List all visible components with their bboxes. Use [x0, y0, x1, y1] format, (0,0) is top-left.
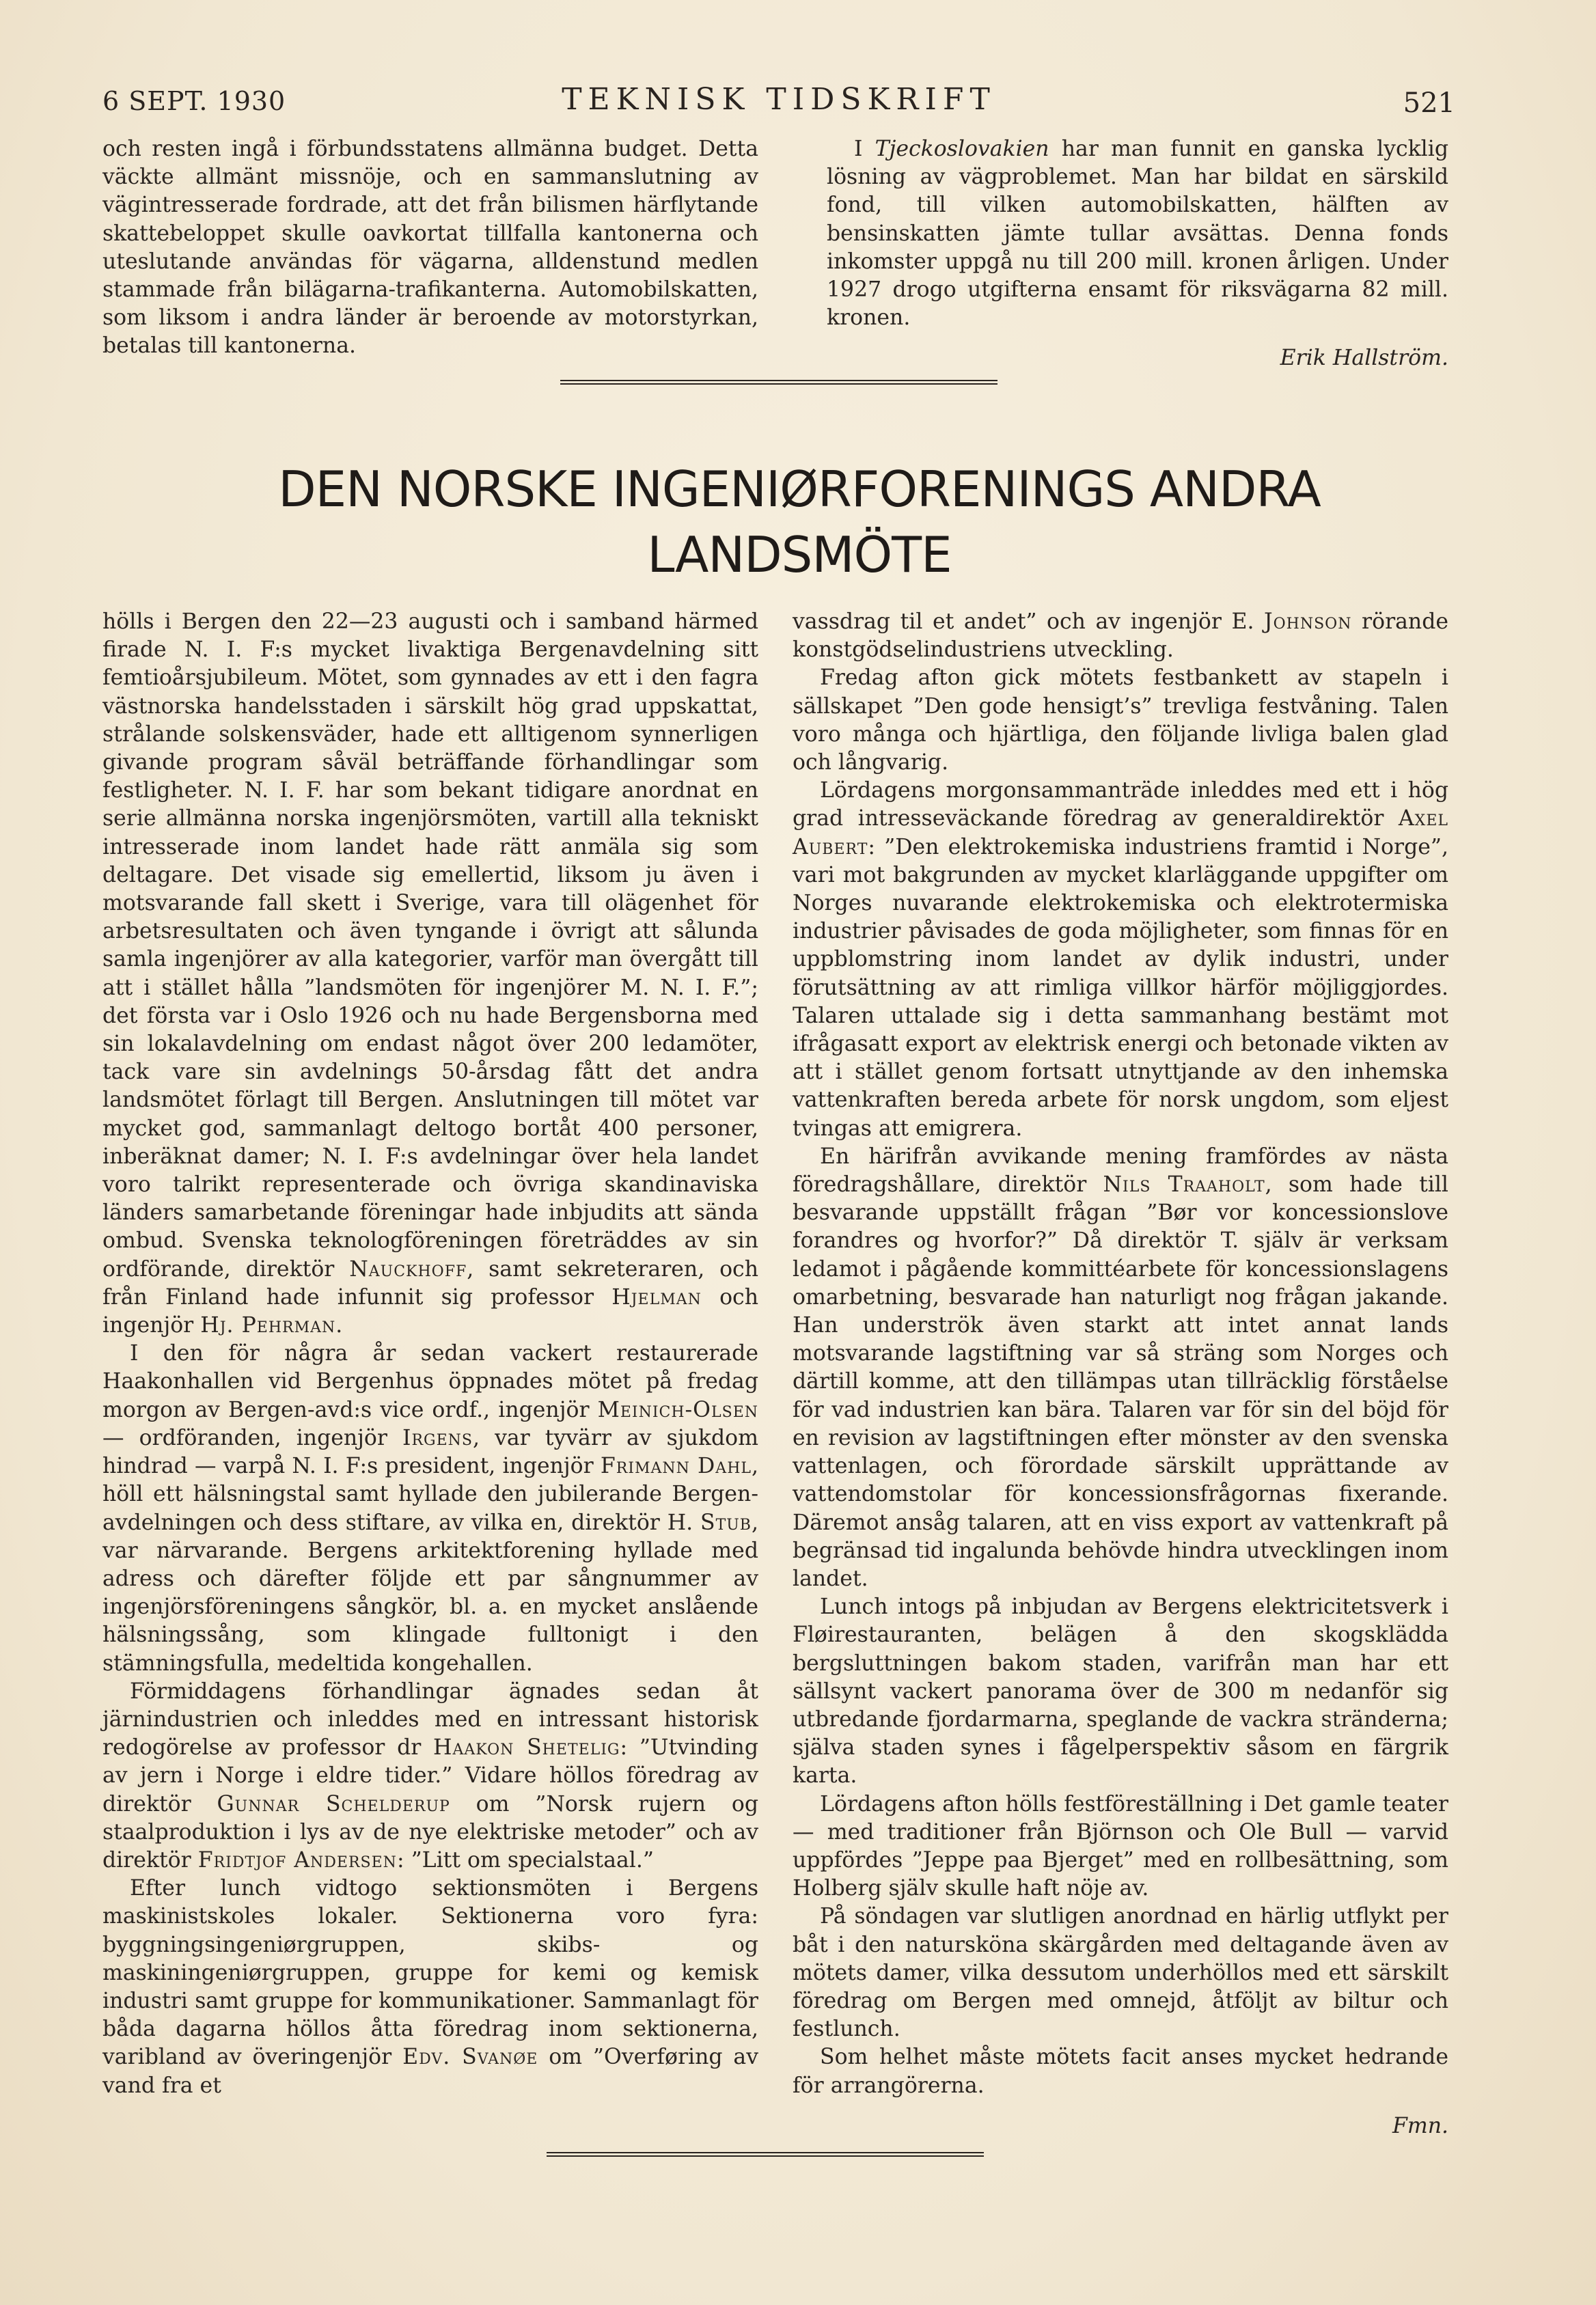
journal-title: TEKNISK TIDSKRIFT — [562, 82, 996, 117]
article-right-column — [793, 608, 1448, 2140]
article-paragraph: Lunch intogs på inbjudan av Bergens elektricitetsverk i Fløirestauranten, belägen å den skogsklädda bergsluttningen bakom staden, varifrån man har ett sällsynt vackert panorama över de 300 m nedanför sig utbredande fjordarmarna, speglande de vackra stränderna; själva staden synes i fågelperspektiv såsom en färgrik karta. — [793, 1595, 1448, 1789]
person-name: Gunnar Schelderup — [217, 1791, 450, 1817]
person-name: Meinich-Olsen — [597, 1397, 758, 1422]
article-paragraph: En härifrån avvikande mening framfördes av nästa föredragshållare, direktör Nils Traaholt, som hade till besvarande uppställt frågan ”Bør vor koncessionslove forandres og hvorfor?” Då direktör T. själv är verksam ledamot i pågående kommittéarbete för koncessionslagens omarbetning, besvarade han naturligt nog frågan jakande. Han underströk även starkt att intet annat lands motsvarande lagstiftning var så sträng som Norges och därtill komme, att den tillämpas utan tillräcklig förståelse för vad industrien kan bära. Talaren var för sin del böjd för en revision av lagstiftningen efter mönster av den svenska vattenlagen, och förordade särskilt upprättande av vattendomstolar för koncessionsfrågornas fixerande. Däremot ansåg talaren, att en viss export av vattenkraft på begränsad tid ingalunda behövde hindra utvecklingen inom landet. — [793, 1144, 1448, 1591]
top-left-column — [102, 135, 758, 361]
top-right-column — [827, 135, 1448, 373]
article-paragraph: vassdrag til et andet” och av ingenjör E. Johnson rörande konstgödselindustriens utveckling. — [793, 609, 1448, 663]
person-name: Nauckhoff — [349, 1256, 467, 1282]
article-paragraph: Lördagens morgonsammanträde inleddes med ett i hög grad intresseväckande föredrag av generaldirektör Axel Aubert: ”Den elektrokemiska industriens framtid i Norge”, vari mot bakgrunden av mycket klarläggande uppgifter om Norges nuvarande elektrokemiska och elektrotermiska industrier påvisades de goda möjligheter, som finnas för en uppblomstring inom landet av dylik industri, under förutsättning av att rimliga villkor härför möjliggjordes. Talaren uttalade sig i detta sammanhang bestämt mot ifrågasatt export av elektrisk energi och betonade vikten av att i stället genom fortsatt utnyttjande av den inhemska vattenkraften bereda arbete för norsk ungdom, som eljest tvingas att emigrera. — [793, 778, 1448, 1141]
person-name: Johnson — [1264, 609, 1352, 634]
page-header — [102, 82, 1455, 130]
person-name: Stub — [700, 1510, 752, 1535]
article-paragraph: På söndagen var slutligen anordnad en härlig utflykt per båt i den naturskönа skärgården med deltagande även av mötets damer, vilka dessutom underhöllos med ett särskilt föredrag om Bergen med omnejd, åtföljt av biltur och festlunch. — [793, 1904, 1448, 2042]
person-name: Edv. Svanøe — [402, 2045, 538, 2070]
end-divider — [547, 2152, 984, 2157]
continued-paragraph: och resten ingå i förbundsstatens allmänna budget. Detta väckte allmänt missnöje, och en sammanslutning av vägintresserade fordrade, att det från bilismen härflytande skattebeloppet skulle oavkortat tillfalla kantonerna och uteslutande användas för vägarna, alldenstund medlen stammade från bilägarna-trafikanterna. Automobilskatten, som liksom i andra länder är beroende av motorstyrkan, betalas till kantonerna. — [102, 137, 758, 359]
person-name: Frimann Dahl — [600, 1454, 752, 1479]
article-paragraph: hölls i Bergen den 22—23 augusti och i samband härmed firade N. I. F:s mycket livaktiga Bergenavdelning sitt femtioårsjubileum. Mötet, som gynnades av ett i den fagra västnorska handelsstaden i särskilt hög grad uppskattat, strålande solskensväder, hade ett alltigenom synnerligen givande program såväl beträffande förhandlingar som festligheter. N. I. F. har som bekant tidigare anordnat en serie allmänna norska ingenjörsmöten, vartill alla tekniskt intresserade inom landet hade rätt anmäla sig som deltagare. Det visade sig emellertid, liksom ju även i motsvarande fall skett i Sverige, vara till olägenhet för arbetsresultaten och även tyngande i övrigt att sålunda samla ingenjörer av alla kategorier, varför man övergått till att i stället hålla ”landsmöten för ingenjörer M. N. I. F.”; det första var i Oslo 1926 och nu hade Bergensborna med sin lokalavdelning om endast något över 200 ledamöter, tack vare sin avdelnings 50-årsdag fått det andra landsmötet förlagt till Bergen. Anslutningen till mötet var mycket god, sammanlagt deltogo bortåt 400 personer, inberäknat damer; N. I. F:s avdelningar över hela landet voro talrikt representerade och övriga skandinaviska länders samarbetande föreningar hade inbjudits att sända ombud. Svenska teknologföreningen företräddes av sin ordförande, direktör Nauckhoff, samt sekreteraren, och från Finland hade infunnit sig professor Hjelman och ingenjör Hj. Pehrman. — [102, 609, 758, 1338]
article-paragraph: I den för några år sedan vackert restaurerade Haakonhallen vid Bergenhus öppnades mötet på fredag morgon av Bergen-avd:s vice ordf., ingenjör Meinich-Olsen — ordföranden, ingenjör Irgens, var tyvärr av sjukdom hindrad — varpå N. I. F:s president, ingenjör Frimann Dahl, höll ett hälsningstal samt hyllade den jubilerande Bergen-avdelningen och dess stiftare, av vilka en, direktör H. Stub, var närvarande. Bergens arkitektforening hyllade med adress och därefter följde ett par sångnummer av ingenjörsföreningens sångkör, bl. a. en mycket anslående hälsningssång, som klingade fulltonigt i den stämningsfulla, medeltida kongehallen. — [102, 1341, 759, 1676]
person-name: Irgens — [402, 1425, 473, 1450]
article-signature: Fmn. — [1392, 2113, 1448, 2138]
section-divider — [560, 380, 998, 385]
title-line-2: LANDSMÖTE — [647, 526, 952, 583]
article-paragraph: Lördagens afton hölls festföreställning i Det gamle teater — med traditioner från Björnson och Ole Bull — varvid uppfördes ”Jeppe paa Bjerget” med en rollbesättning, som Holberg själv skulle haft nöje av. — [793, 1791, 1448, 1901]
title-line-1: DEN NORSKE INGENIØRFORENINGS ANDRA — [278, 460, 1321, 518]
article-left-column — [102, 608, 758, 2100]
person-name: Haakon Shetelig — [433, 1735, 620, 1761]
person-name: Nils Traaholt — [1103, 1172, 1265, 1198]
page-number: 521 — [1403, 87, 1455, 119]
author-signature: Erik Hallström. — [1280, 346, 1448, 371]
article-paragraph: Fredag afton gick mötets festbankett av stapeln i sällskapet ”Den gode hensigt’s” trevliga festvåning. Talen voro många och hjärtliga, den följande livliga balen glad och långvarig. — [793, 665, 1448, 775]
article-paragraph: Efter lunch vidtogo sektionsmöten i Bergens maskinistskoles lokaler. Sektionerna voro fyra: byggningsingeniørgruppen, skibs- og maskiningeniørgruppen, gruppe for kemi og kemisk industri samt gruppe for kommunikationer. Sammanlagt för båda dagarna höllos åtta föredrag inom sektionerna, varibland av överingenjör Edv. Svanøe om ”Overføring av vand fra et — [102, 1876, 758, 2098]
article-title — [102, 456, 1496, 588]
issue-date: 6 SEPT. 1930 — [102, 86, 286, 116]
person-name: Fridtjof Andersen — [197, 1847, 397, 1873]
person-name: Axel Aubert — [793, 806, 1448, 859]
person-name: Hj. Pehrman — [200, 1313, 336, 1338]
article-paragraph: Som helhet måste mötets facit anses mycket hedrande för arrangörerna. — [793, 2045, 1448, 2098]
person-name: Hjelman — [611, 1284, 702, 1310]
article-paragraph: Förmiddagens förhandlingar ägnades sedan åt järnindustrien och inleddes med en intressant historisk redogörelse av professor dr Haakon Shetelig: ”Utvinding av jern i Norge i eldre tider.” Vidare höllos föredrag av direktör Gunnar Schelderup om ”Norsk rujern og staalproduktion i lys av de nye elektriske metoder” och av direktör Fridtjof Andersen: ”Litt om specialstaal.” — [102, 1679, 758, 1873]
country-name: Tjeckoslovakien — [875, 137, 1049, 161]
tjeckoslovakien-paragraph: I Tjeckoslovakien har man funnit en ganska lycklig lösning av vägproblemet. Man har bildat en särskild fond, till vilken automobilskatten, hälften av bensinskatten jämte tullar avsättas. Denna fonds inkomster uppgå nu till 200 mill. kronen årligen. Under 1927 drogo utgifterna ensamt för riksvägarna 82 mill. kronen. — [827, 137, 1448, 331]
